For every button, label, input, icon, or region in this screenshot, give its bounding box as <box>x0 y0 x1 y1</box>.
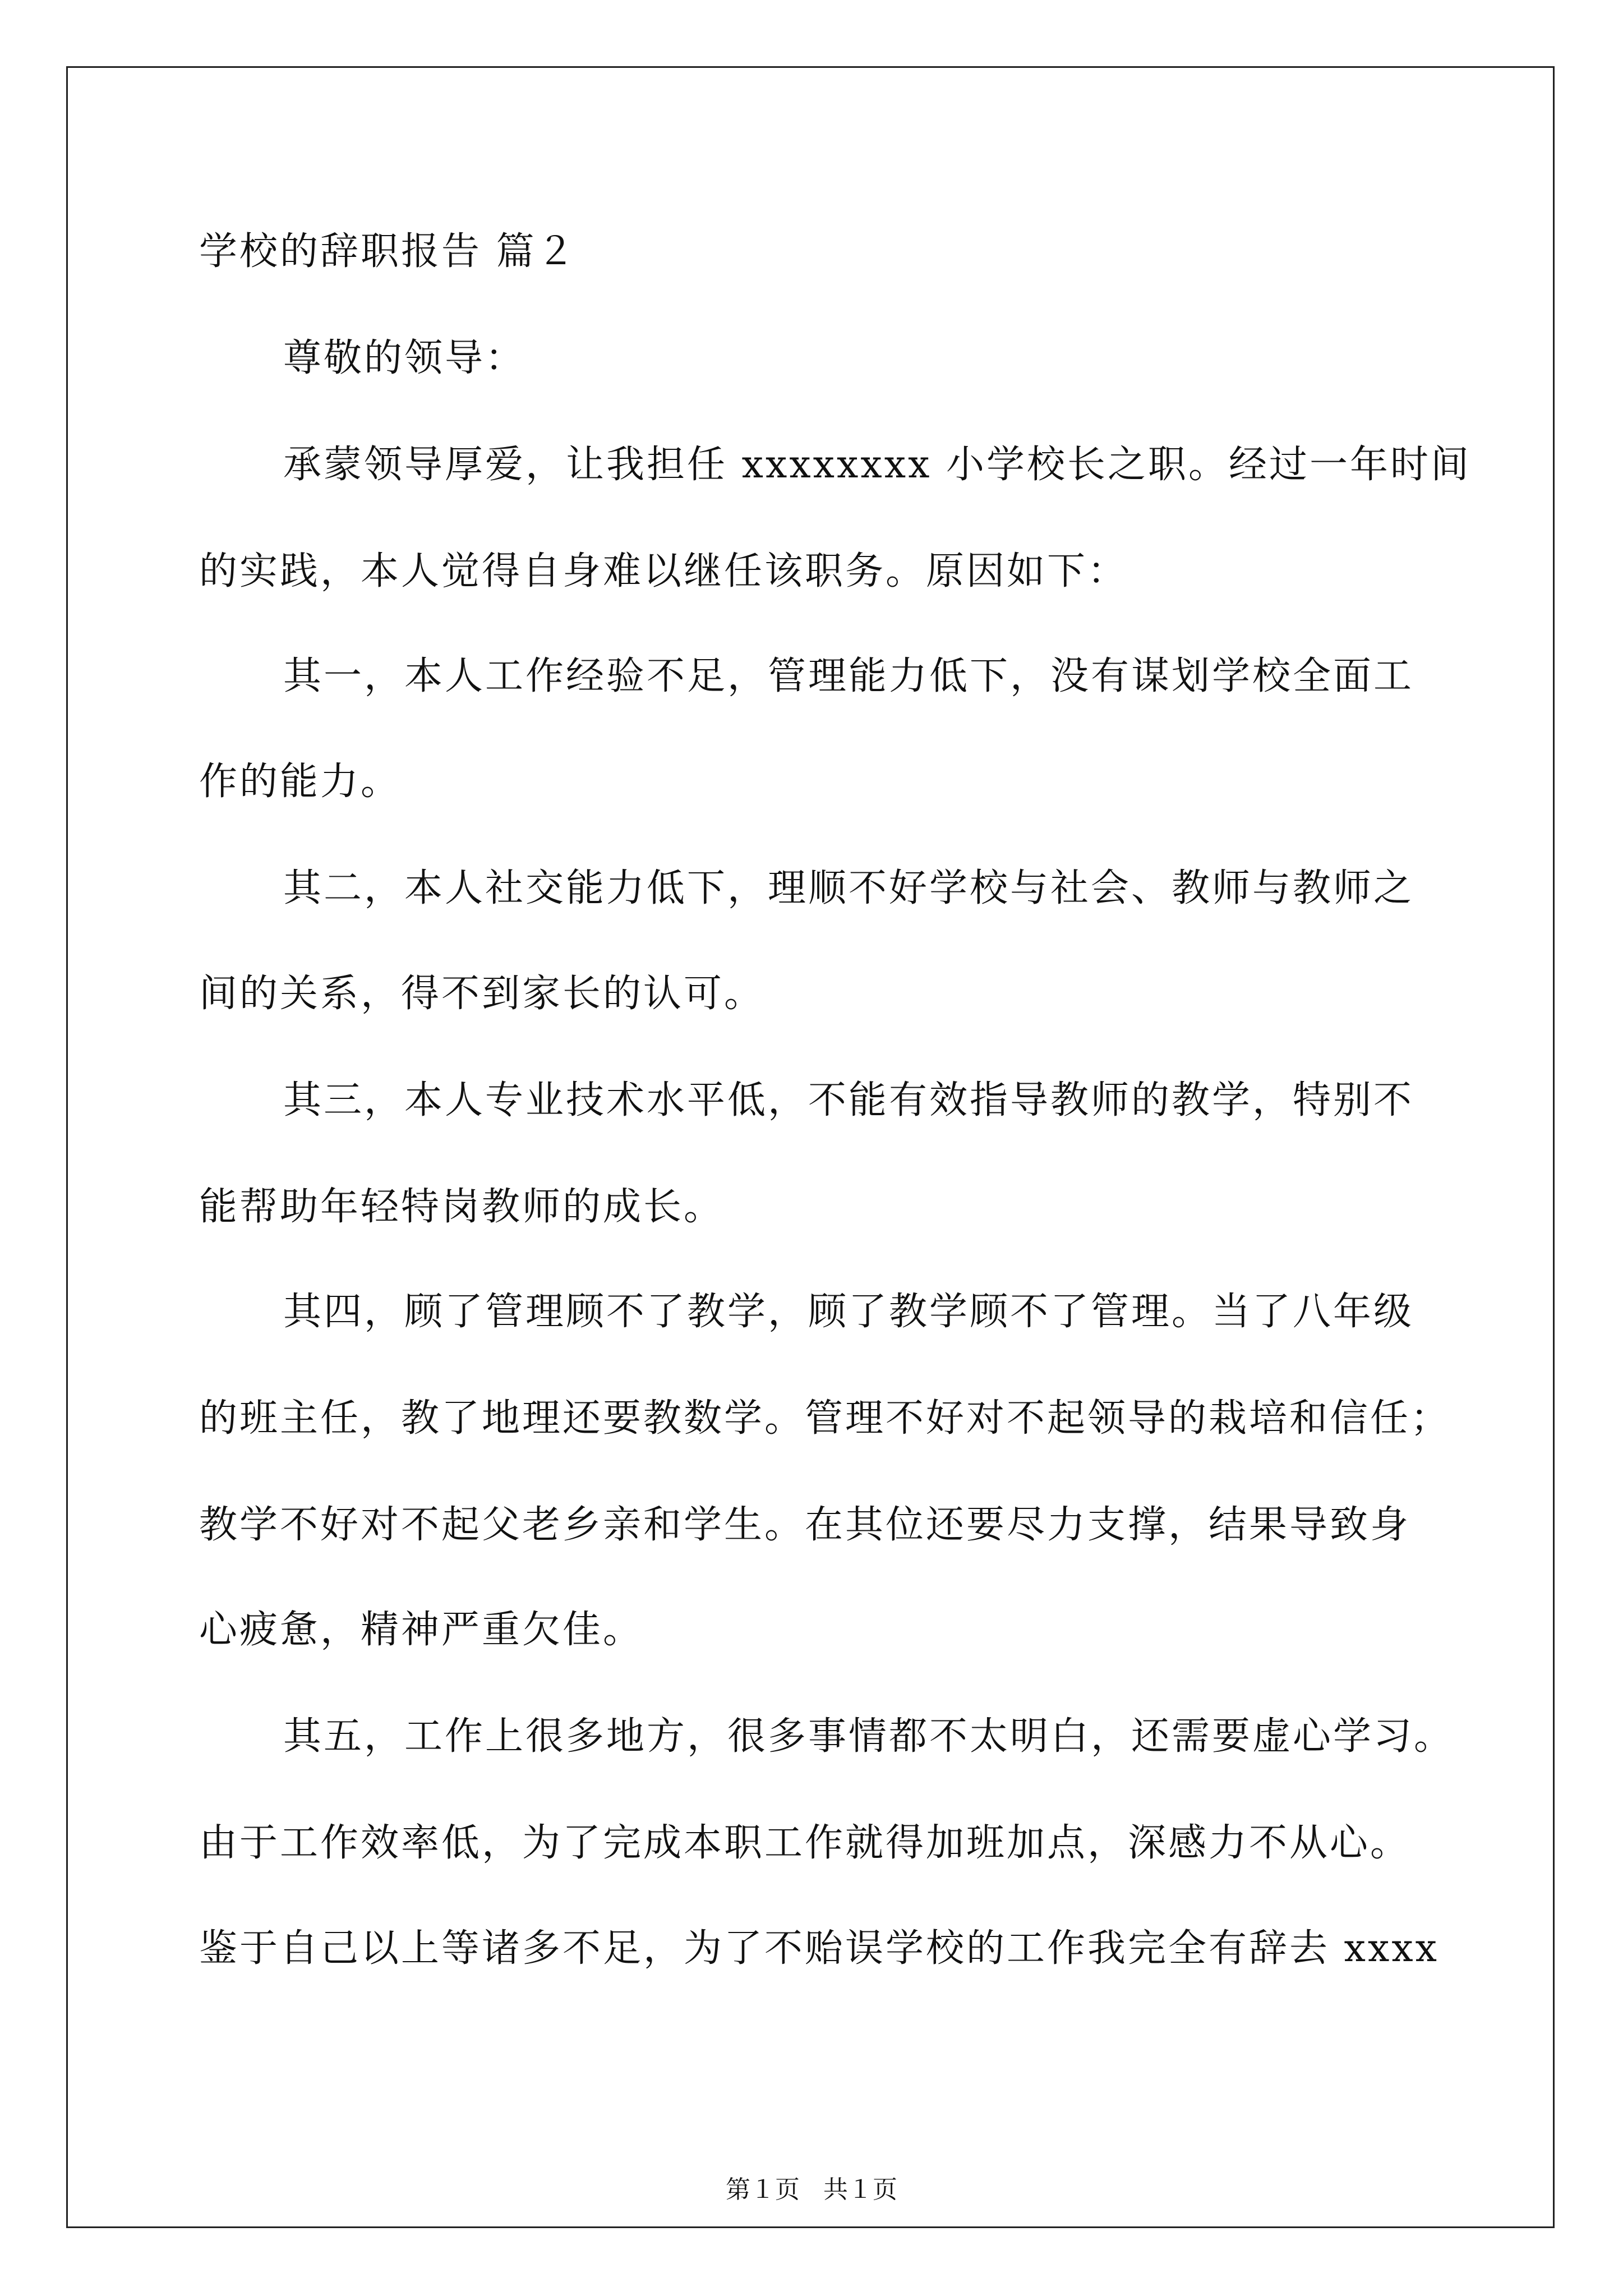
body-line: 其五，工作上很多地方，很多事情都不太明白，还需要虚心学习。 <box>283 1714 1455 1759</box>
body-line: 教学不好对不起父老乡亲和学生。在其位还要尽力支撑，结果导致身 <box>199 1503 1411 1547</box>
salutation: 尊敬的领导： <box>283 336 526 380</box>
page-border <box>66 66 1555 2228</box>
body-line: 由于工作效率低，为了完成本职工作就得加班加点，深感力不从心。 <box>199 1821 1411 1865</box>
page-number-footer: 第１页 共１页 <box>726 2175 897 2204</box>
body-line: 其三，本人专业技术水平低，不能有效指导教师的教学，特别不 <box>283 1078 1414 1122</box>
body-line: 承蒙领导厚爱，让我担任 xxxxxxxx 小学校长之职。经过一年时间 <box>283 443 1472 487</box>
body-line: 的班主任，教了地理还要教数学。管理不好对不起领导的栽培和信任； <box>199 1396 1451 1441</box>
body-line: 能帮助年轻特岗教师的成长。 <box>199 1185 725 1229</box>
body-line: 其一，本人工作经验不足，管理能力低下，没有谋划学校全面工 <box>283 654 1414 698</box>
body-line: 的实践，本人觉得自身难以继任该职务。原因如下： <box>199 549 1128 593</box>
body-line: 鉴于自己以上等诸多不足，为了不贻误学校的工作我完全有辞去 xxxx <box>199 1926 1440 1971</box>
document-title: 学校的辞职报告 篇２ <box>199 229 577 274</box>
body-line: 其四，顾了管理顾不了教学，顾了教学顾不了管理。当了八年级 <box>283 1290 1414 1334</box>
body-line: 心疲惫，精神严重欠佳。 <box>199 1608 644 1652</box>
body-line: 其二，本人社交能力低下，理顺不好学校与社会、教师与教师之 <box>283 866 1414 910</box>
body-line: 作的能力。 <box>199 760 402 804</box>
body-line: 间的关系，得不到家长的认可。 <box>199 972 765 1016</box>
